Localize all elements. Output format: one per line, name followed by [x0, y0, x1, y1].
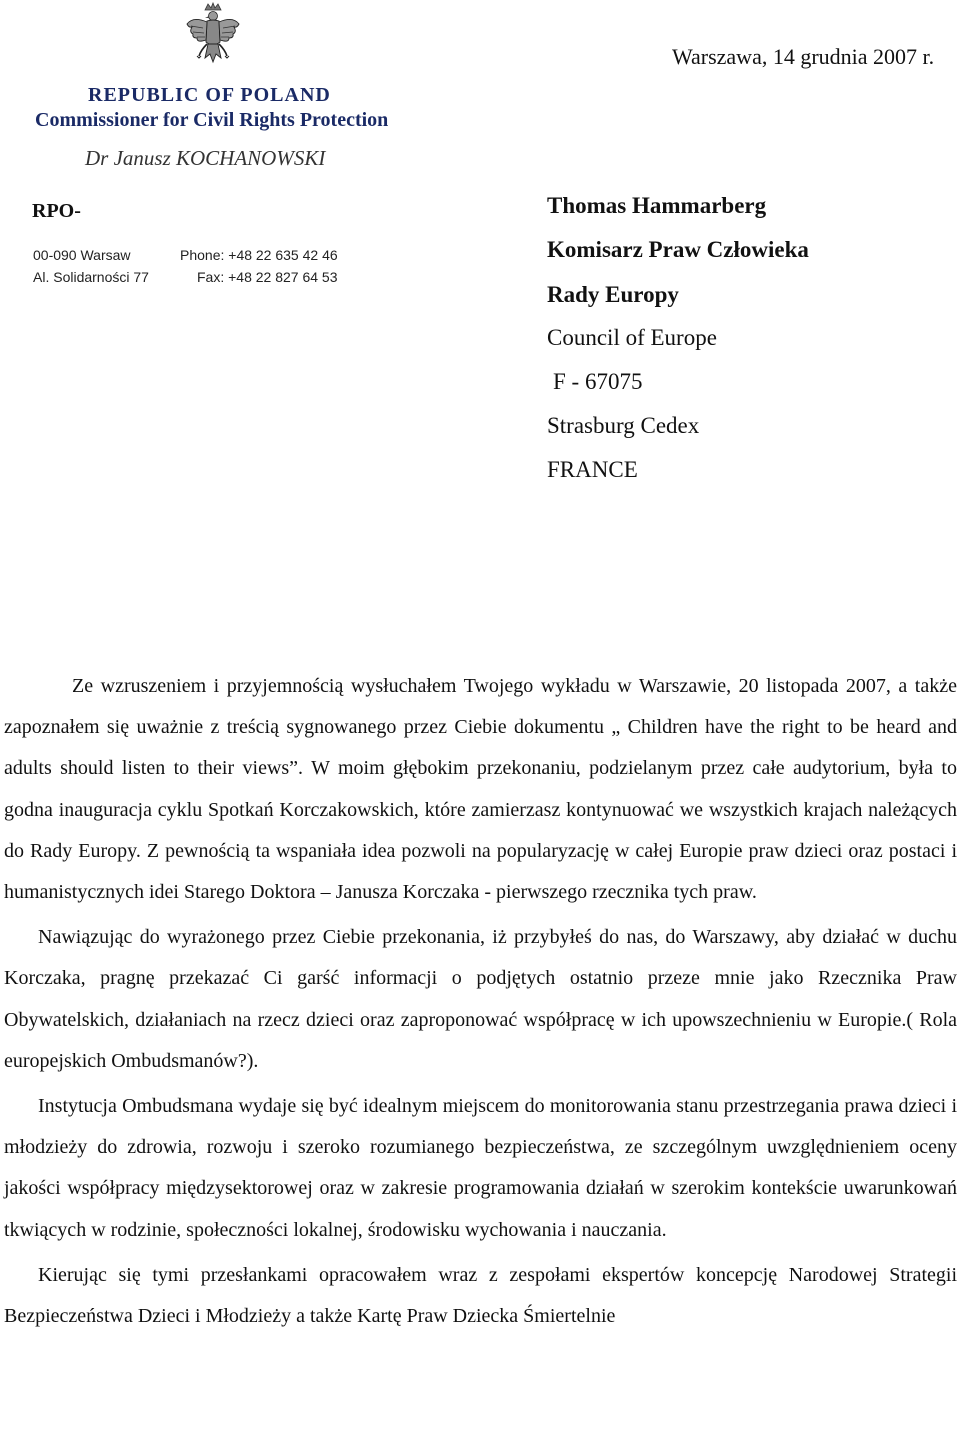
letterhead-person: Dr Janusz KOCHANOWSKI — [85, 146, 326, 170]
body-paragraph-1: Ze wzruszeniem i przyjemnością wysłuchałem Twojego wykładu w Warszawie, 20 listopada 2007, a także zapoznałem się uważnie z treścią sygnowanego przez Ciebie dokumentu „ Children have the right to be heard and adults should listen to their views”. W moim głębokim przekonaniu, podzielanym przez całe audytorium, była to godna inauguracja cyklu Spotkań Korczakowskich, które zamierzasz kontynuować we wszystkich krajach należących do Rady Europy. Z pewnością ta wspaniała idea pozwoli na popularyzację w całej Europie praw dzieci oraz postaci i humanistycznych idei Starego Doktora – Janusza Korczaka - pierwszego rzecznika tych praw. — [4, 675, 957, 904]
fax-number: Fax: +48 22 827 64 53 — [197, 269, 338, 285]
recipient-name: Thomas Hammarberg — [547, 193, 767, 218]
recipient-organization: Council of Europe — [547, 325, 717, 350]
body-paragraph-3: Instytucja Ombudsmana wydaje się być idealnym miejscem do monitorowania stanu przestrzegania prawa dzieci i młodzieży do zdrowia, rozwoju i szeroko rozumianego bezpieczeństwa, ze szczególnym uwzględnieniem oceny jakości współpracy międzysektorowej oraz w zakresie programowania działań w szerokim kontekście uwarunkowań tkwiących w rodzinie, społeczności lokalnej, środowisku wychowania i nauczania. — [4, 1095, 957, 1241]
reference-number: RPO- — [32, 200, 81, 222]
body-paragraph-2: Nawiązując do wyrażonego przez Ciebie przekonania, iż przybyłeś do nas, do Warszawy, aby działać w duchu Korczaka, pragnę przekazać Ci garść informacji o podjętych ostatnio przeze mnie jako Rzecznika Praw Obywatelskich, działaniach na rzecz dzieci oraz zaproponować współpracę w ich upowszechnieniu w Europie.( Rola europejskich Ombudsmanów?). — [4, 926, 957, 1072]
recipient-postcode: F - 67075 — [553, 369, 643, 394]
letterhead-country: REPUBLIC OF POLAND — [88, 84, 331, 106]
letter-body — [4, 666, 957, 1337]
recipient-country: FRANCE — [547, 457, 638, 482]
address-line-1: 00-090 Warsaw — [33, 247, 131, 263]
address-line-2: Al. Solidarności 77 — [33, 269, 149, 285]
letter-date: Warszawa, 14 grudnia 2007 r. — [672, 44, 935, 69]
recipient-city: Strasburg Cedex — [547, 413, 700, 438]
polish-eagle-emblem-icon — [183, 2, 243, 72]
letterhead-office: Commissioner for Civil Rights Protection — [35, 109, 389, 131]
phone-number: Phone: +48 22 635 42 46 — [180, 247, 338, 263]
recipient-title-line-1: Komisarz Praw Człowieka — [547, 237, 809, 262]
body-paragraph-4: Kierując się tymi przesłankami opracowałem wraz z zespołami ekspertów koncepcję Narodowej Strategii Bezpieczeństwa Dzieci i Młodzieży a także Kartę Praw Dziecka Śmiertelnie — [4, 1263, 957, 1328]
recipient-title-line-2: Rady Europy — [547, 282, 679, 307]
